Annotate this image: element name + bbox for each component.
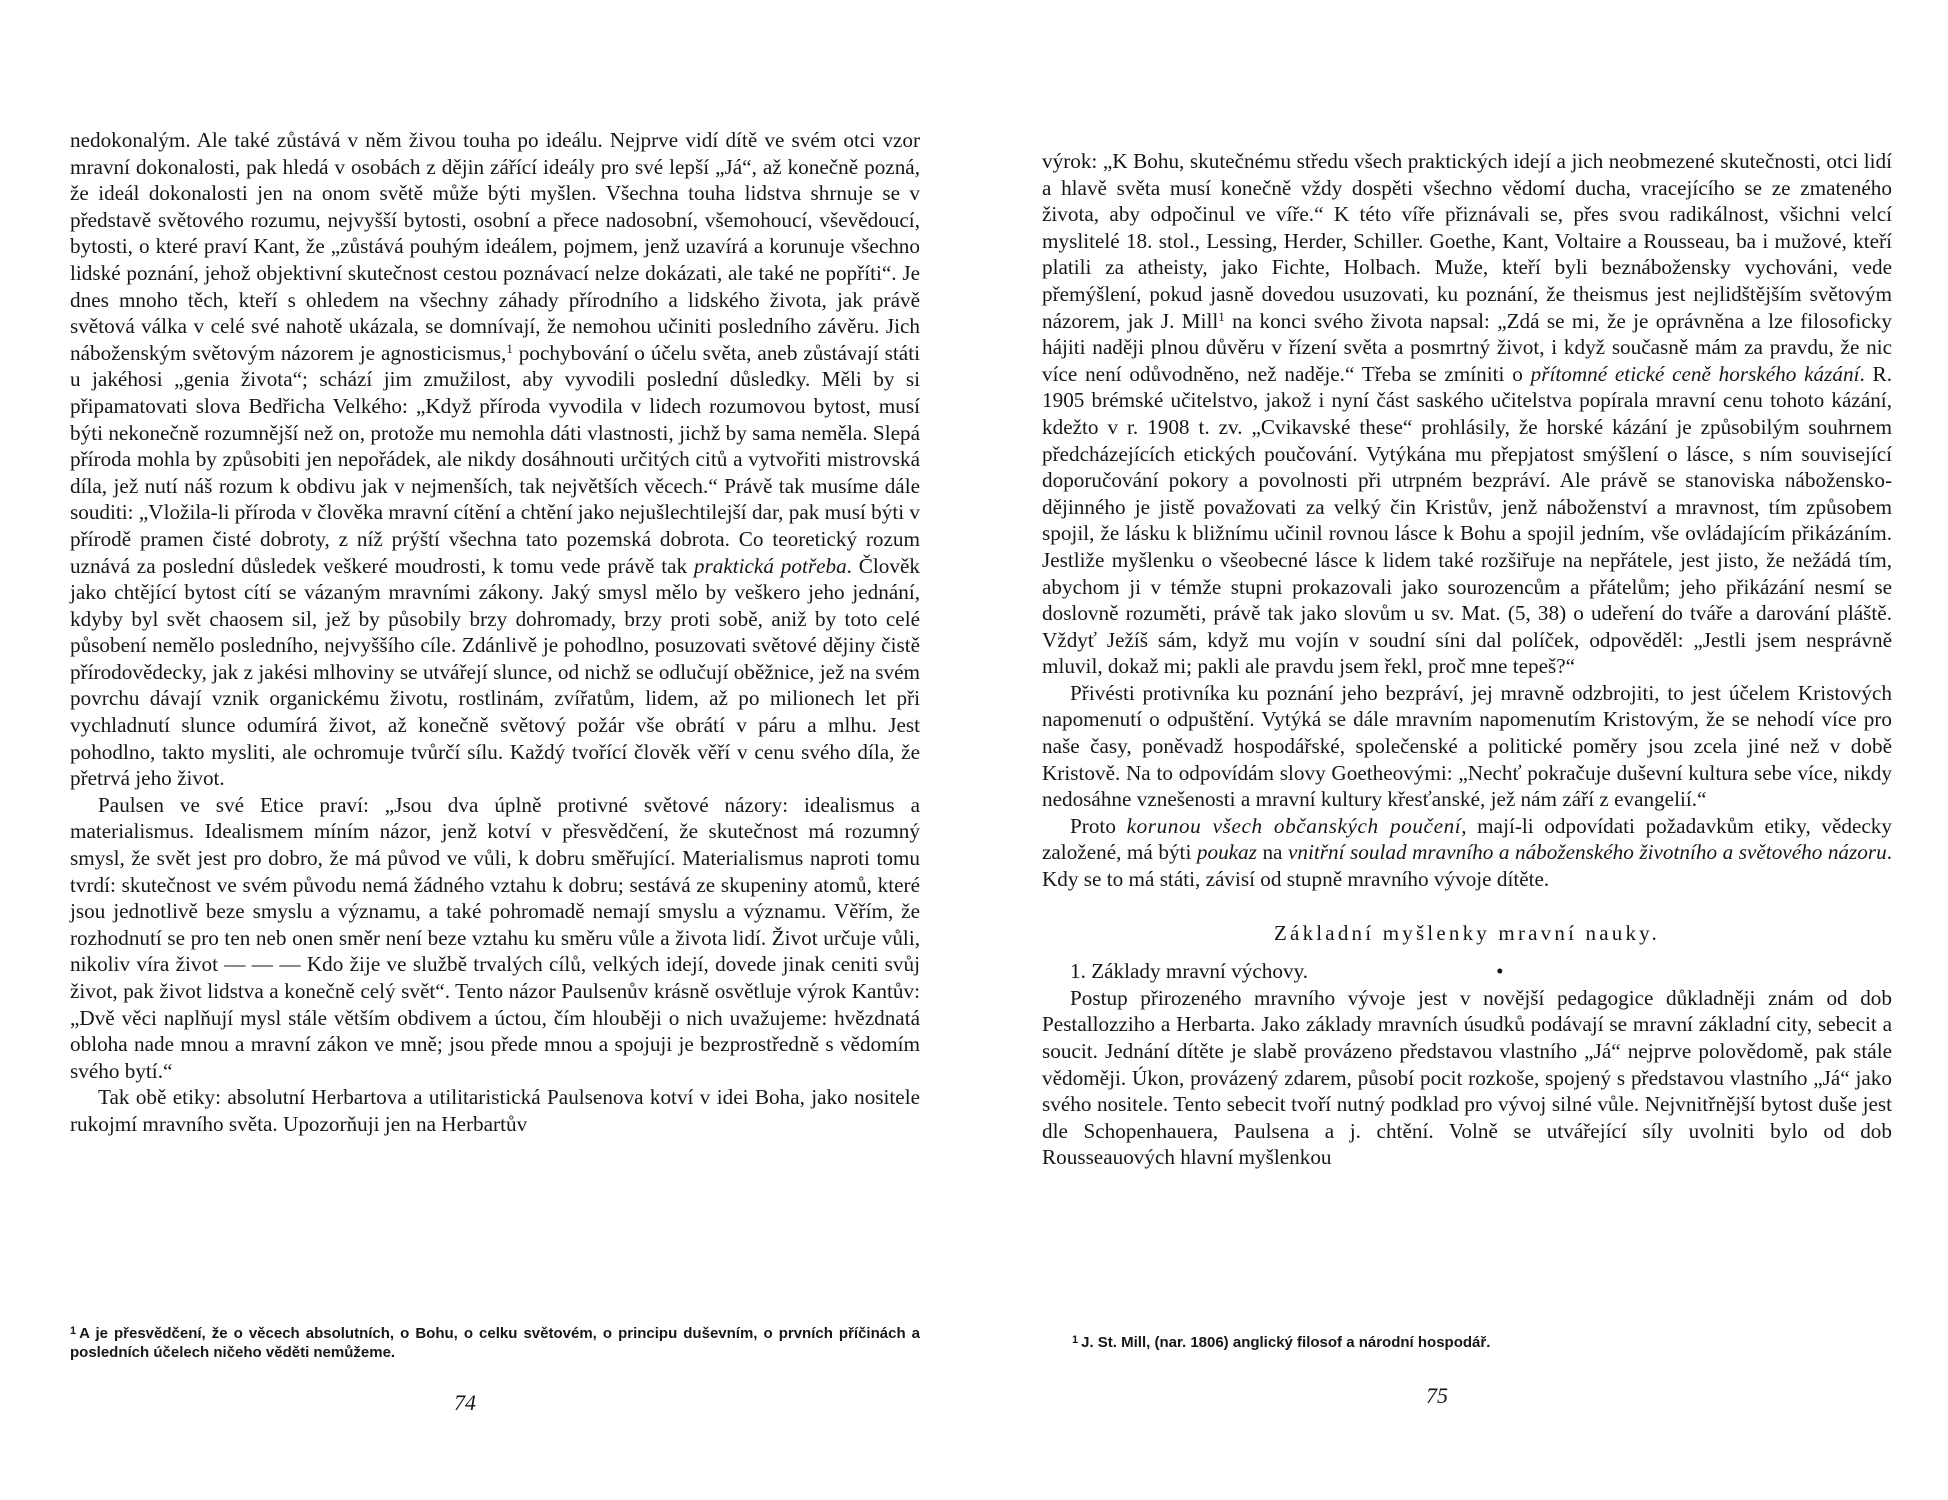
text-run: poukaz — [1196, 840, 1257, 865]
footnote-text: A je přesvědčení, že o věcech absolutních, o Bohu, o celku světovém, o principu duševním, o prvních příčinách a posledních účelech ničeho věděti nemůžeme. — [70, 1325, 920, 1361]
left-page — [70, 0, 920, 1500]
footnote-mark: 1 — [1072, 1334, 1079, 1346]
text-run: . Kdy se to má státi, závisí od stupně mravního vývoje dítěte. — [1042, 840, 1892, 892]
page-number: 74 — [454, 1390, 476, 1415]
right-page — [1042, 0, 1892, 1500]
text-run: pochybování o účelu světa, aneb zůstávají státi u jakéhosi „genia života“; schází jim zmužilost, aby vyvodili poslední důsledky. Měli by si připamatovati slova Bedřicha Velkého: „Když příroda vyvodila v lidech rozumovou bytost, musí býti nekonečně rozumnější než on, protože mu nemohla dáti vlastnosti, jichž by sama neměla. Slepá příroda mohla by způsobiti jen nepořádek, ale nikdy dosáhnouti určitých citů a vytvořiti mistrovská díla, jež nutí náš rozum k obdivu jak v nejmenších, tak největších věcech.“ Právě tak musíme dále souditi: „Vložila-li příroda v člověka mravní cítění a chtění jako nejušlechtilejší dar, pak musí býti v přírodě pramen čisté dobroty, z níž prýští všechna tato pozemská dobrota. Co teoretický rozum uznává za poslední důsledek veškeré moudrosti, k tomu vede právě tak — [70, 340, 920, 578]
paragraph — [1042, 148, 1892, 680]
text-run: přítomné etické ceně horského kázání — [1530, 361, 1860, 386]
text-run: , mají-li odpovídati požadavkům etiky, vědecky založené, má býti — [1042, 813, 1892, 865]
paragraph — [1042, 985, 1892, 1171]
footnote-reference: 1 — [506, 340, 513, 356]
footnote-reference: 1 — [1218, 308, 1225, 324]
footnote-mark: 1 — [70, 1325, 77, 1337]
text-run: Proto — [1070, 813, 1127, 838]
text-run: korunou všech občanských poučení — [1126, 813, 1462, 838]
right-page-body — [1042, 148, 1892, 1171]
footnote — [1072, 1331, 1892, 1352]
text-run: na konci svého života napsal: „Zdá se mi, že je oprávněna a lze filosoficky hájiti naději plnou důvěru v řízení světa a posmrtný život, i když současně mám za pravdu, že nic více není odůvodněno, než naděje.“ Třeba se zmíniti o — [1042, 308, 1892, 386]
text-run: praktická potřeba — [693, 553, 847, 578]
page-number: 75 — [1426, 1383, 1448, 1408]
text-run: Postup přirozeného mravního vývoje jest v novější pedagogice důkladněji znám od dob Pestallozziho a Herbarta. Jako základy mravních úsudků podávají se mravní základní city, sebecit a soucit. Jednání dítěte je slabě provázeno představou vlastního „Já“ nejprve polovědomě, pak stále vědoměji. Úkon, provázený zdarem, působí pocit rozkoše, spojený s představou vlastního „Já“ jako svého nositele. Tento sebecit tvoří nutný podklad pro vývoj silné vůle. Nejvnitřnější bytost duše jest dle Schopenhauera, Paulsena a j. chtění. Volně se utvářející síly uvolniti bylo od dob Rousseauových hlavní myšlenkou — [1042, 985, 1892, 1170]
text-run: . R. 1905 brémské učitelstvo, jakož i nyní část saského učitelstva popírala mravní cenu tohoto kázání, kdežto v r. 1908 t. zv. „Cvikavské these“ prohlásily, že horské kázání je způsobilým souhrnem předcházejících etických poučování. Vytýkána mu přepjatost smýšlení o lásce, s ním související doporučování pokory a povolnosti při utrpném bezpráví. Ale právě se stanoviska nábožensko-dějinného je jistě považovati za velký čin Kristův, jenž náboženství a mravnost, tím způsobem spojil, že lásku k bližnímu učinil rovnou lásce k Bohu a spojil jedním, vše ovládajícím přikázáním. Jestliže myšlenku o všeobecné lásce k lidem také rozšiřuje na nepřátele, jest jisto, že nežádá tím, abychom ji v témže stupni prokazovali jako sourozencům a přátelům; jeho přikázání nesmí se doslovně rozuměti, právě tak jako slovům u sv. Mat. (5, 38) o udeření do tváře a darování pláště. Vždyť Ježíš sám, když mu vojín v soudní síni dal políček, odpověděl: „Jestli jsem nesprávně mluvil, dokaž mi; pakli ale pravdu jsem řekl, proč mne tepeš?“ — [1042, 361, 1892, 679]
footnote — [70, 1322, 920, 1362]
text-run: výrok: „K Bohu, skutečnému středu všech praktických idejí a jich neobmezené skutečnosti, otci lidí a hlavě světa musí konečně vždy dospěti všechno vědomí ducha, vracejícího se ze zmateného života, aby odpočinul ve víře.“ K této víře přiznávali se, přes svou radikálnost, všichni velcí myslitelé 18. stol., Lessing, Herder, Schiller. Goethe, Kant, Voltaire a Rousseau, ba i mužové, kteří platili za atheisty, jako Fichte, Holbach. Muže, kteří byli beznábožensky vychováni, vede přemýšlení, pokud jasně dovedou usuzovati, ku poznání, že theismus jest nejlidštějším světovým názorem, jak J. Mill — [1042, 149, 1892, 333]
paragraph — [70, 1084, 920, 1137]
text-run: Přivésti protivníka ku poznání jeho bezpráví, jej mravně odzbrojiti, to jest účelem Kristových napomenutí o odpuštění. Vytýká se dále mravním napomenutím Kristovým, že se nehodí více pro naše časy, poněvadž hospodářské, společenské a politické poměry jsou zcela jiné než v době Kristově. Na to odpovídám slovy Goetheovými: „Nechť pokračuje duševní kultura sebe více, nikdy nedosáhne vznešenosti a mravní kultury křesťanské, jež nám září z evangelií.“ — [1042, 680, 1892, 812]
section-heading: Základní myšlenky mravní nauky. — [1274, 920, 1660, 945]
left-page-body — [70, 127, 920, 1138]
stray-mark: • — [1496, 959, 1504, 984]
text-run: . Člověk jako chtějící bytost cítí se vázaným mravními zákony. Jaký smysl mělo by veškero jeho jednání, kdyby byl svět chaosem sil, jež by působily brzy dohromady, brzy proti sobě, aniž by toto celé působení nemělo posledního, nejvyššího cíle. Zdánlivě je pohodlno, posuzovati světové dějiny čistě přírodovědecky, jak z jakési mlhoviny se utvářejí slunce, od nichž se odlučují oběžnice, jež na svém povrchu dávají vznik organickému životu, rostlinám, zvířatům, lidem, až po milionech let při vychladnutí slunce odumírá život, až konečně světový požár vše obrátí v páru a mlhu. Jest pohodlno, takto mysliti, ale ochromuje tvůrčí sílu. Každý tvořící člověk věří v cenu svého díla, že přetrvá jeho život. — [70, 553, 920, 791]
subsection-heading — [1042, 958, 1892, 985]
paragraph — [70, 127, 920, 792]
text-run: Tak obě etiky: absolutní Herbartova a utilitaristická Paulsenova kotví v idei Boha, jako nositele rukojmí mravního světa. Upozorňuji jen na Herbartův — [70, 1085, 920, 1136]
text-run: nedokonalým. Ale také zůstává v něm živou touha po ideálu. Nejprve vidí dítě ve svém otci vzor mravní dokonalosti, pak hledá v osobách z dějin zářící ideály pro své lepší „Já“, až konečně pozná, že ideál dokonalosti jen na onom světě může býti myšlen. Všechna touha lidstva shrnuje se v představě světového rozumu, nejvyšší bytosti, osobní a přece nadosobní, všemohoucí, vševědoucí, bytosti, o které praví Kant, že „zůstává pouhým ideálem, pojmem, jenž uzavírá a korunuje všechno lidské poznání, jehož objektivní skutečnost cestou poznávací nelze dokázati, ale také ne popříti“. Je dnes mnoho těch, kteří s ohledem na všechny záhady přírodního a lidského života, jak právě světová válka v celé své nahotě ukázala, se domnívají, že nemohou učiniti posledního závěru. Jich náboženským světovým názorem je agnosticismus, — [70, 128, 920, 365]
text-run: Paulsen ve své Etice praví: „Jsou dva úplně protivné světové názory: idealismus a materialismus. Idealismem míním názor, jenž kotví v přesvědčení, že skutečnost má rozumný smysl, že svět jest pro dobro, že má původ ve vůli, k dobru směřující. Materialismus naproti tomu tvrdí: skutečnost ve svém původu nemá žádného vztahu k dobru; sestává ze skupeniny atomů, které jsou jednotlivě beze smyslu a významu, a také pohromadě nemají smyslu a významu. Věřím, že rozhodnutí se pro ten neb onen směr není beze vztahu ku směru vůle a života lidí. Život určuje vůli, nikoliv víra život — — — Kdo žije ve službě trvalých cílů, velkých idejí, dovede jinak ceniti svůj život, pak život lidstva a konečně celý svět“. Tento názor Paulsenův krásně osvětluje výrok Kantův: „Dvě věci naplňují mysl stále větším obdivem a úctou, čím hlouběji o nich uvažujeme: hvězdnatá obloha nade mnou a mravní zákon ve mně; jsou přede mnou a spojuji je bezprostředně s vědomím svého bytí.“ — [70, 792, 920, 1083]
paragraph — [1042, 680, 1892, 813]
subsection-heading-text: 1. Základy mravní výchovy. — [1070, 959, 1309, 984]
paragraph — [70, 792, 920, 1085]
paragraph — [1042, 813, 1892, 893]
text-run: na — [1256, 840, 1288, 865]
footnote-text: J. St. Mill, (nar. 1806) anglický filosof a národní hospodář. — [1081, 1334, 1491, 1351]
text-run: vnitřní soulad mravního a náboženského životního a světového názoru — [1288, 840, 1887, 865]
